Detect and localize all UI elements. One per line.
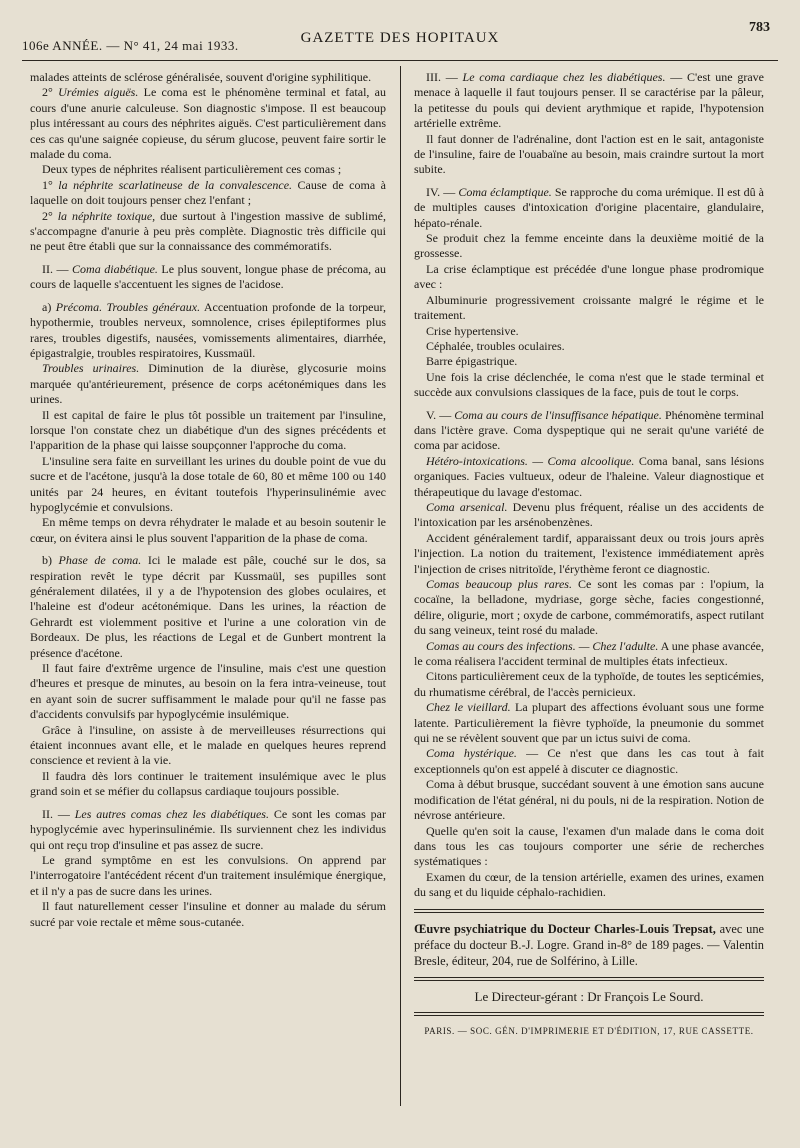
paragraph [30,899,386,930]
text-span: Une fois la crise déclenchée, le coma n'est que le stade terminal et succède aux convulsions classiques de la face, puis de tout le corps. [414,369,764,400]
paragraph [414,231,764,262]
italic-text: Comas beaucoup plus rares. [426,577,572,591]
text-span: Coma à début brusque, succédant souvent à une émotion sans aucune modification de l'état général, ni du pouls, ni de la respiration. Notion de névrose antérieure. [414,777,764,823]
text-span: Crise hypertensive. [426,323,519,338]
text-span: II. — [42,261,73,276]
italic-text: Phase de coma. [58,553,142,568]
text-span: Coma banal, sans lésions organiques. Facies vultueux, odeur de l'haleine. Valeur diagnostique et thérapeutique du lavage d'estomac. [414,453,765,499]
page-number: 783 [749,20,770,35]
text-span: Albuminurie progressivement croissante malgré le régime et le traitement. [414,292,764,323]
text-span: Barre épigastrique. [426,354,518,369]
text-span: Le plus souvent, longue phase de précoma, au cours de laquelle s'accentuent les signes de l'acidose. [30,261,387,292]
paragraph [30,515,386,546]
italic-text: Le coma cardiaque chez les diabétiques. [462,70,666,84]
page-header [0,0,800,56]
paragraph [414,454,764,500]
paragraph [30,454,386,516]
book-notice [414,921,764,969]
text-span: — C'est une grave menace à laquelle il faut toujours penser. Il se caractérise par la pâleur, la petitesse du pouls qui devient arythmique et rapide, l'hypotension artérielle extrême. [414,70,764,131]
header-rule [22,60,778,61]
text-span: L'insuline sera faite en surveillant les urines du double point de vue du sucre et de l'acétone, jusqu'à la dose totale de 60, 80 et même 100 ou 140 unités par 24 heures, en évitant toutefois l'hyperinsulinémie avec hypoglycémie et convulsions. [30,453,386,514]
italic-text: Les autres comas chez les diabétiques. [74,806,269,821]
text-span: Ce sont les comas par hypoglycémie avec hyperinsulinémie. Ils surviennent chez les individus qui ont reçu trop d'insuline et pas assez de sucre. [30,806,386,852]
imprint-line: PARIS. — SOC. GÉN. D'IMPRIMERIE ET D'ÉDITION, 17, RUE CASSETTE. [424,1025,754,1036]
text-span: A une phase avancée, le coma réalisera l'accident terminal de multiples états infectieux. [414,638,765,669]
text-span: Il faut donner de l'adrénaline, dont l'action est en le sait, antagoniste de l'insuline, faire de l'ouabaïne au besoin, mais craindre surtout la mort subite. [414,131,764,177]
italic-text: Coma diabétique. [72,261,158,276]
text-span: 2° [42,208,58,223]
paragraph [414,669,764,700]
section-heading [414,70,764,132]
column-divider [400,66,401,1106]
text-span: Il faudra dès lors continuer le traitement insulémique avec le plus grand soin et se méfier du collapsus cardiaque toujours possible. [30,768,386,799]
italic-text: Coma arsenical. [426,499,508,514]
text-span: Citons particulièrement ceux de la typhoïde, de toutes les septicémies, du rhumatisme cérébral, de l'accès pernicieux. [414,669,764,699]
list-item [414,324,764,339]
section-heading [414,185,764,231]
imprint-rule [414,1012,764,1016]
paragraph [30,408,386,454]
paragraph [30,85,386,162]
footer-rule [414,977,764,981]
text-span: Le coma est le phénomène terminal et fatal, au cours d'une anurie calculeuse. Son diagnostic s'impose. Il est beaucoup plus intéressant au cours des néphrites aiguës. C'est particulièrement dans ces cas qu'une saignée copieuse, du sérum glucose, peuvent faire sortir le malade du coma. [30,85,386,162]
italic-text: Urémies aiguës. [58,85,139,100]
text-span: Diminution de la diurèse, glycosurie moins marquée qu'antérieurement, présence de corps acétonémiques dans les urines. [30,361,386,407]
text-span: — Ce n'est que dans les cas tout à fait exceptionnels qu'on est appelé à discuter ce diagnostic. [414,746,765,776]
text-span: Devenu plus fréquent, réalise un des accidents de l'intoxication par les arsénobenzènes. [414,499,764,530]
notice-rule [414,909,764,913]
text-span: Cause de coma à laquelle on doit toujours penser chez l'enfant ; [30,177,386,208]
section-heading [414,408,764,454]
italic-text: Hétéro-intoxications. — Coma alcoolique. [426,453,635,468]
paragraph [30,553,386,661]
paragraph [30,769,386,800]
list-item [414,354,764,369]
right-column [414,70,764,1039]
italic-text: Coma hystérique. [426,746,517,761]
text-span: La crise éclamptique est précédée d'une longue phase prodromique avec : [414,261,764,292]
paragraph [30,300,386,362]
paragraph [30,853,386,899]
paragraph [414,746,764,777]
paragraph [414,500,764,531]
italic-text: Précoma. Troubles généraux. [55,299,201,314]
text-span: V. — [426,407,455,422]
paragraph [30,723,386,769]
text-span: III. — [426,70,463,84]
text-span: Accident généralement tardif, apparaissant deux ou trois jours après l'injection. La notion du traitement, l'existence immédiatement après l'injection de crises nitritoïde, l'érythème feront ce diagnostic. [414,530,764,576]
left-column [30,70,386,930]
text-span: malades atteints de sclérose généralisée, souvent d'origine syphilitique. [30,70,372,84]
paragraph [414,370,764,401]
director-line: Le Directeur-gérant : Dr François Le Sourd. [474,988,704,1004]
text-span: IV. — [426,184,459,199]
text-span: 1° [42,177,59,192]
text-span: Il faut faire d'extrême urgence de l'insuline, mais c'est une question d'heures et presque de minutes, au besoin on la fera intra-veineuse, tout en ayant soin de sucrer suffisamment le malade pour qu'il ne fasse pas d'accidents convulsifs par hypoglycémie insulémique. [30,661,386,722]
text-span: a) [42,299,56,314]
text-span: Il est capital de faire le plus tôt possible un traitement par l'insuline, lorsque l'on constate chez un diabétique d'un des signes précédents et l'apparition de la phase qui laisse soupçonner l'approche du coma. [30,407,386,453]
paragraph [30,178,386,209]
text-span: Deux types de néphrites réalisent particulièrement ces comas ; [42,162,342,177]
paragraph [414,777,764,823]
book-notice-body: avec une préface du docteur B.-J. Logre. Grand in-8° de 189 pages. — Valentin Bresle, éditeur, 204, rue de Solférino, à Lille. [414,921,765,968]
text-span: Quelle qu'en soit la cause, l'examen d'un malade dans le coma doit dans tous les cas toujours comporter une série de recherches systématiques : [414,823,764,869]
issue-line: 106e ANNÉE. — N° 41, 24 mai 1933. [22,38,239,53]
text-span: La plupart des affections évoluant sous une forme latente. Particulièrement la fièvre typhoïde, la pneumonie du sommet qui ne se révèlent souvent que par un ictus suivi de coma. [414,700,764,746]
paragraph [30,209,386,255]
text-span: Le grand symptôme en est les convulsions. On apprend par l'interrogatoire l'antécédent récent d'un traitement insulémique énergique, et il n'y a pas de sucre dans les urines. [30,852,386,898]
text-span: Ce sont les comas par : l'opium, la cocaïne, la belladone, mydriase, gorge sèche, facies congestionné, délire, oligurie, mort ; oxyde de carbone, commémoratifs, aspect rutilant du sang veineux, teint rosé du malade. [414,577,764,638]
list-item [414,293,764,324]
italic-text: la néphrite scarlatineuse de la convalescence. [58,177,293,192]
italic-text: Troubles urinaires. [42,361,140,376]
italic-text: Chez le vieillard. [426,700,511,715]
paragraph [414,639,764,670]
italic-text: Comas au cours des infections. — Chez l'adulte. [426,638,659,653]
text-span: due surtout à l'ingestion massive de sublimé, s'accompagne d'anurie à peu près complète. Diagnostic très difficile qui ne peut être établi que sur la connaissance des commémoratifs. [30,208,386,254]
paragraph [414,132,764,178]
paragraph [30,162,386,177]
text-span: Se rapproche du coma urémique. Il est dû à de multiples causes d'intoxication d'origine placentaire, glandulaire, hépato-rénale. [414,184,765,230]
text-span: Ici le malade est pâle, couché sur le dos, sa respiration revêt le type décrit par Kussmaül, ses pupilles sont généralement dilatées, il y a de l'hypotension des globes oculaires, et l'haleine est d'odeur acétonémique. Dans les urines, la réaction de Gehrardt est violemment positive et l'urine a une coloration vin de Bordeaux. De plus, les réactions de Legal et de Gunbert montrent la présence d'acétone. [30,553,387,660]
text-span: En même temps on devra réhydrater le malade et au besoin soutenir le cœur, on évitera ainsi le plus souvent l'apparition de la phase de coma. [30,515,386,545]
section-heading [30,262,386,293]
text-span: Phénomène terminal dans l'ictère grave. Coma dyspeptique qui ne serait qu'une variété de coma par acidose. [414,407,764,453]
italic-text: Coma éclamptique. [458,184,552,199]
book-notice-title: Œuvre psychiatrique du Docteur Charles-Louis Trepsat, [414,921,716,936]
text-span: 2° [42,85,59,100]
section-heading [30,807,386,853]
paragraph [414,577,764,639]
italic-text: Coma au cours de l'insuffisance hépatique. [454,407,662,422]
text-span: Se produit chez la femme enceinte dans la deuxième moitié de la grossesse. [414,231,764,261]
paragraph [414,870,764,901]
text-span: Céphalée, troubles oculaires. [426,338,565,353]
paragraph [414,531,764,577]
journal-title: GAZETTE DES HOPITAUX [300,30,500,46]
italic-text: la néphrite toxique, [57,208,156,223]
text-span: Grâce à l'insuline, on assiste à de merveilleuses résurrections qui étaient inconnues avant elle, et le malade en quelques heures reprend conscience et revient à la vie. [30,722,386,768]
text-span: Il faut naturellement cesser l'insuline et donner au malade du sérum sucré par voie rectale et même sous-cutanée. [30,899,386,929]
text-span: b) [42,553,59,568]
list-item [414,339,764,354]
paragraph [30,361,386,407]
paragraph [30,661,386,723]
text-span: Accentuation profonde de la torpeur, hypothermie, troubles nerveux, somnolence, crises épileptiformes plus rares, troubles digestifs, nausées, vomissements alimentaires, diarrhée, épigastralgie, troubles respiratoires, Kussmaül. [30,299,386,360]
paragraph [414,824,764,870]
paragraph [30,70,386,85]
paragraph [414,262,764,293]
text-span: Examen du cœur, de la tension artérielle, examen des urines, examen du sang et du liquide céphalo-rachidien. [414,869,764,900]
paragraph [414,700,764,746]
text-span: II. — [42,806,75,821]
